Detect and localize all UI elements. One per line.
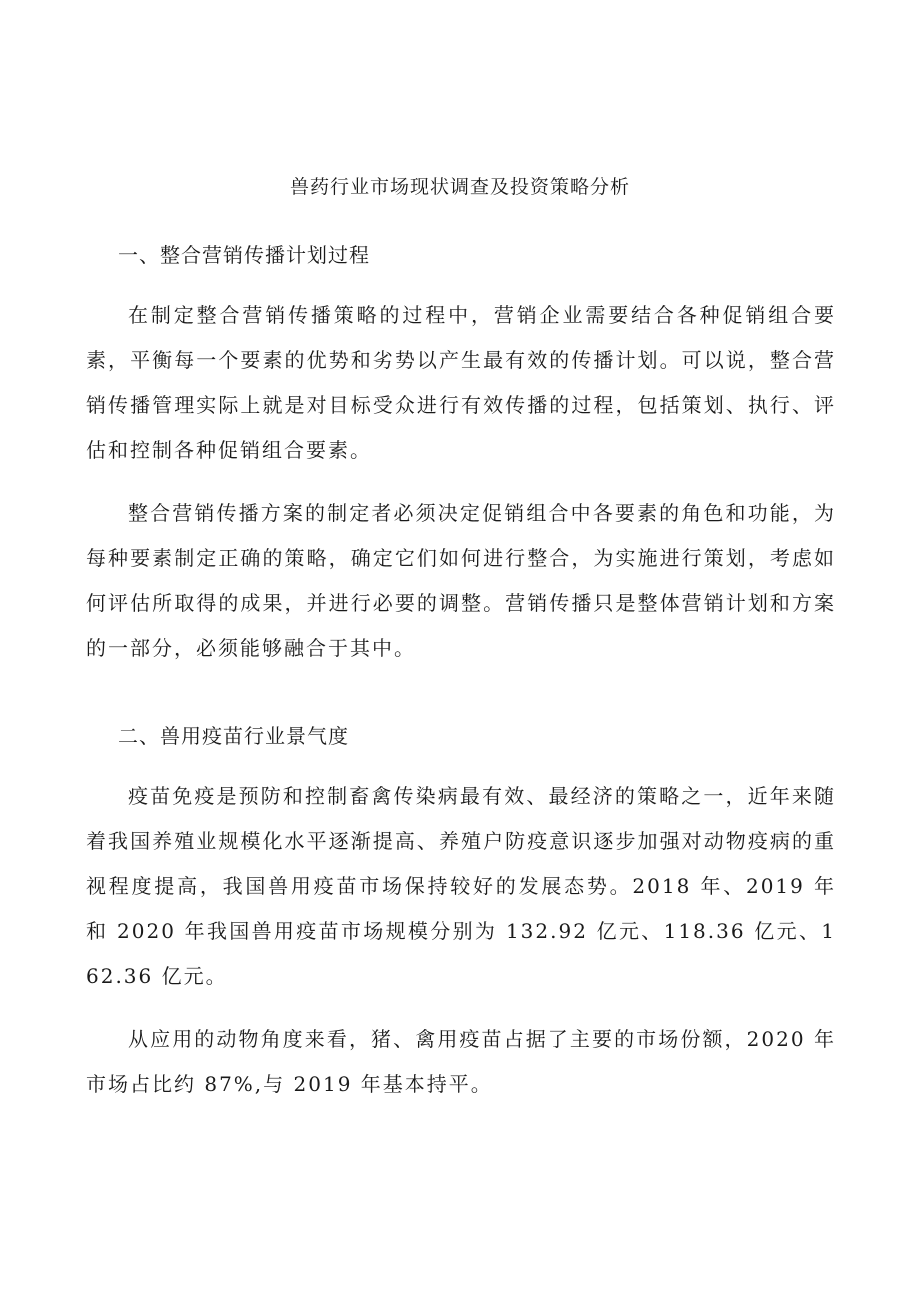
paragraph: 从应用的动物角度来看，猪、禽用疫苗占据了主要的市场份额，2020 年市场占比约 87%,与 2019 年基本持平。 [86,1027,836,1096]
section-integrated-marketing [86,240,836,671]
section-heading: 一、整合营销传播计划过程 [118,243,370,267]
paragraph: 在制定整合营销传播策略的过程中，营销企业需要结合各种促销组合要素，平衡每一个要素的优势和劣势以产生最有效的传播计划。可以说，整合营销传播管理实际上就是对目标受众进行有效传播的过程，包括策划、执行、评估和控制各种促销组合要素。 [86,303,836,462]
section-heading: 二、兽用疫苗行业景气度 [118,724,349,748]
document-title: 兽药行业市场现状调查及投资策略分析 [289,176,630,198]
section-vaccine-industry [86,721,836,1107]
paragraph: 疫苗免疫是预防和控制畜禽传染病最有效、最经济的策略之一，近年来随着我国养殖业规模化水平逐渐提高、养殖户防疫意识逐步加强对动物疫病的重视程度提高，我国兽用疫苗市场保持较好的发展态势。2018 年、2019 年和 2020 年我国兽用疫苗市场规模分别为 132.92 亿元、118.36 亿元、162.36 亿元。 [86,784,836,988]
paragraph: 整合营销传播方案的制定者必须决定促销组合中各要素的角色和功能，为每种要素制定正确的策略，确定它们如何进行整合，为实施进行策划，考虑如何评估所取得的成果，并进行必要的调整。营销传播只是整体营销计划和方案的一部分，必须能够融合于其中。 [86,501,836,660]
